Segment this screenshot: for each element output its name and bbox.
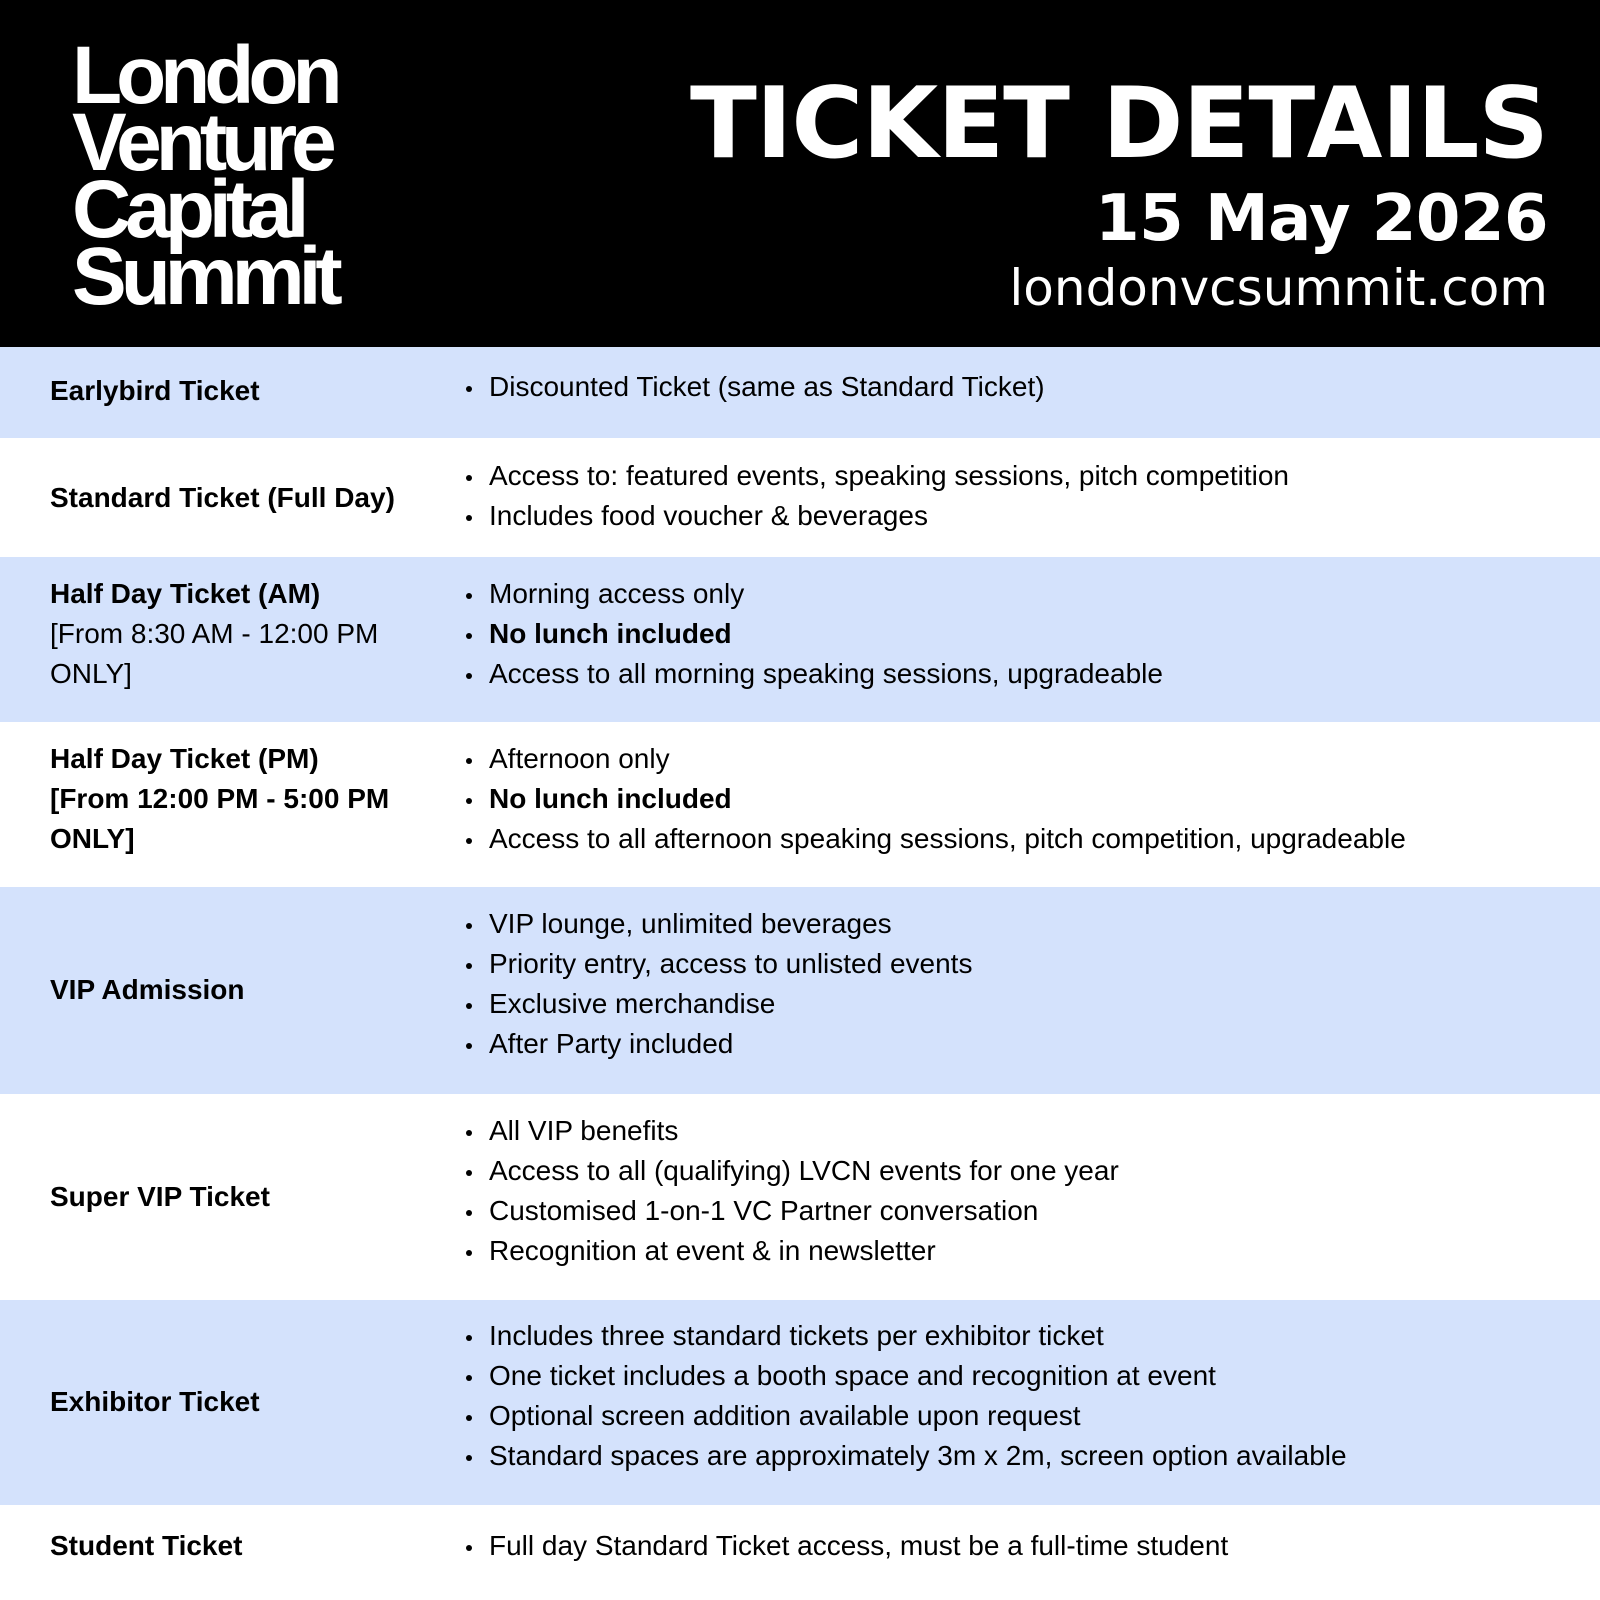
event-date: 15 May 2026 [1095,182,1548,256]
feature-item: No lunch included [460,614,1560,654]
ticket-row-vip [0,887,1600,1094]
feature-list [460,456,1560,536]
feature-item: Discounted Ticket (same as Standard Ticket) [460,367,1560,407]
feature-item: Access to all afternoon speaking sessions, pitch competition, upgradeable [460,819,1560,859]
feature-list [460,1316,1560,1476]
header-banner [0,0,1600,347]
feature-item: Optional screen addition available upon request [460,1396,1560,1436]
ticket-name: Standard Ticket (Full Day) [50,482,395,513]
ticket-row-student [0,1505,1600,1600]
ticket-time-range: [From 12:00 PM - 5:00 PM [50,783,390,814]
feature-list [460,1111,1560,1271]
header-info [690,66,1548,318]
ticket-time-range: [From 8:30 AM - 12:00 PM [50,618,379,649]
ticket-name: Half Day Ticket (PM) [50,743,319,774]
feature-item: After Party included [460,1024,1560,1064]
ticket-time-note: ONLY] [50,823,135,854]
feature-item: Includes food voucher & beverages [460,496,1560,536]
feature-list [460,1526,1560,1566]
ticket-name: Exhibitor Ticket [50,1386,260,1417]
ticket-name: VIP Admission [50,974,245,1005]
ticket-name-block [50,739,450,859]
feature-item: Afternoon only [460,739,1560,779]
feature-list [460,574,1560,694]
logo-line: Venture [72,97,331,188]
feature-item: Access to all (qualifying) LVCN events for one year [460,1151,1560,1191]
ticket-table [0,347,1600,1600]
feature-item: VIP lounge, unlimited beverages [460,904,1560,944]
logo-line: Summit [72,231,337,322]
ticket-row-exhibitor [0,1300,1600,1505]
feature-item: Full day Standard Ticket access, must be a full-time student [460,1526,1560,1566]
ticket-time-note: ONLY] [50,658,132,689]
feature-item: Standard spaces are approximately 3m x 2m, screen option available [460,1436,1560,1476]
feature-item: Priority entry, access to unlisted events [460,944,1560,984]
summit-logo [72,30,337,322]
feature-item: Includes three standard tickets per exhibitor ticket [460,1316,1560,1356]
logo-line: Capital [72,164,304,255]
feature-item: All VIP benefits [460,1111,1560,1151]
ticket-row-half-day-am [0,557,1600,722]
feature-item: Exclusive merchandise [460,984,1560,1024]
ticket-row-standard [0,438,1600,557]
ticket-row-earlybird [0,347,1600,438]
feature-list [460,367,1560,407]
logo-line: London [72,30,337,121]
ticket-name: Half Day Ticket (AM) [50,578,321,609]
feature-item: Recognition at event & in newsletter [460,1231,1560,1271]
feature-item: No lunch included [460,779,1560,819]
feature-item: Morning access only [460,574,1560,614]
website-link[interactable]: londonvcsummit.com [1009,259,1548,317]
feature-list [460,904,1560,1064]
feature-item: Customised 1-on-1 VC Partner conversation [460,1191,1560,1231]
ticket-name: Super VIP Ticket [50,1181,270,1212]
ticket-row-super-vip [0,1094,1600,1300]
page-title: TICKET DETAILS [690,67,1548,181]
feature-item: One ticket includes a booth space and recognition at event [460,1356,1560,1396]
ticket-name-block [50,574,450,694]
feature-list [460,739,1560,859]
ticket-row-half-day-pm [0,722,1600,887]
ticket-name: Student Ticket [50,1530,243,1561]
feature-item: Access to: featured events, speaking sessions, pitch competition [460,456,1560,496]
ticket-name: Earlybird Ticket [50,375,260,406]
feature-item: Access to all morning speaking sessions, upgradeable [460,654,1560,694]
